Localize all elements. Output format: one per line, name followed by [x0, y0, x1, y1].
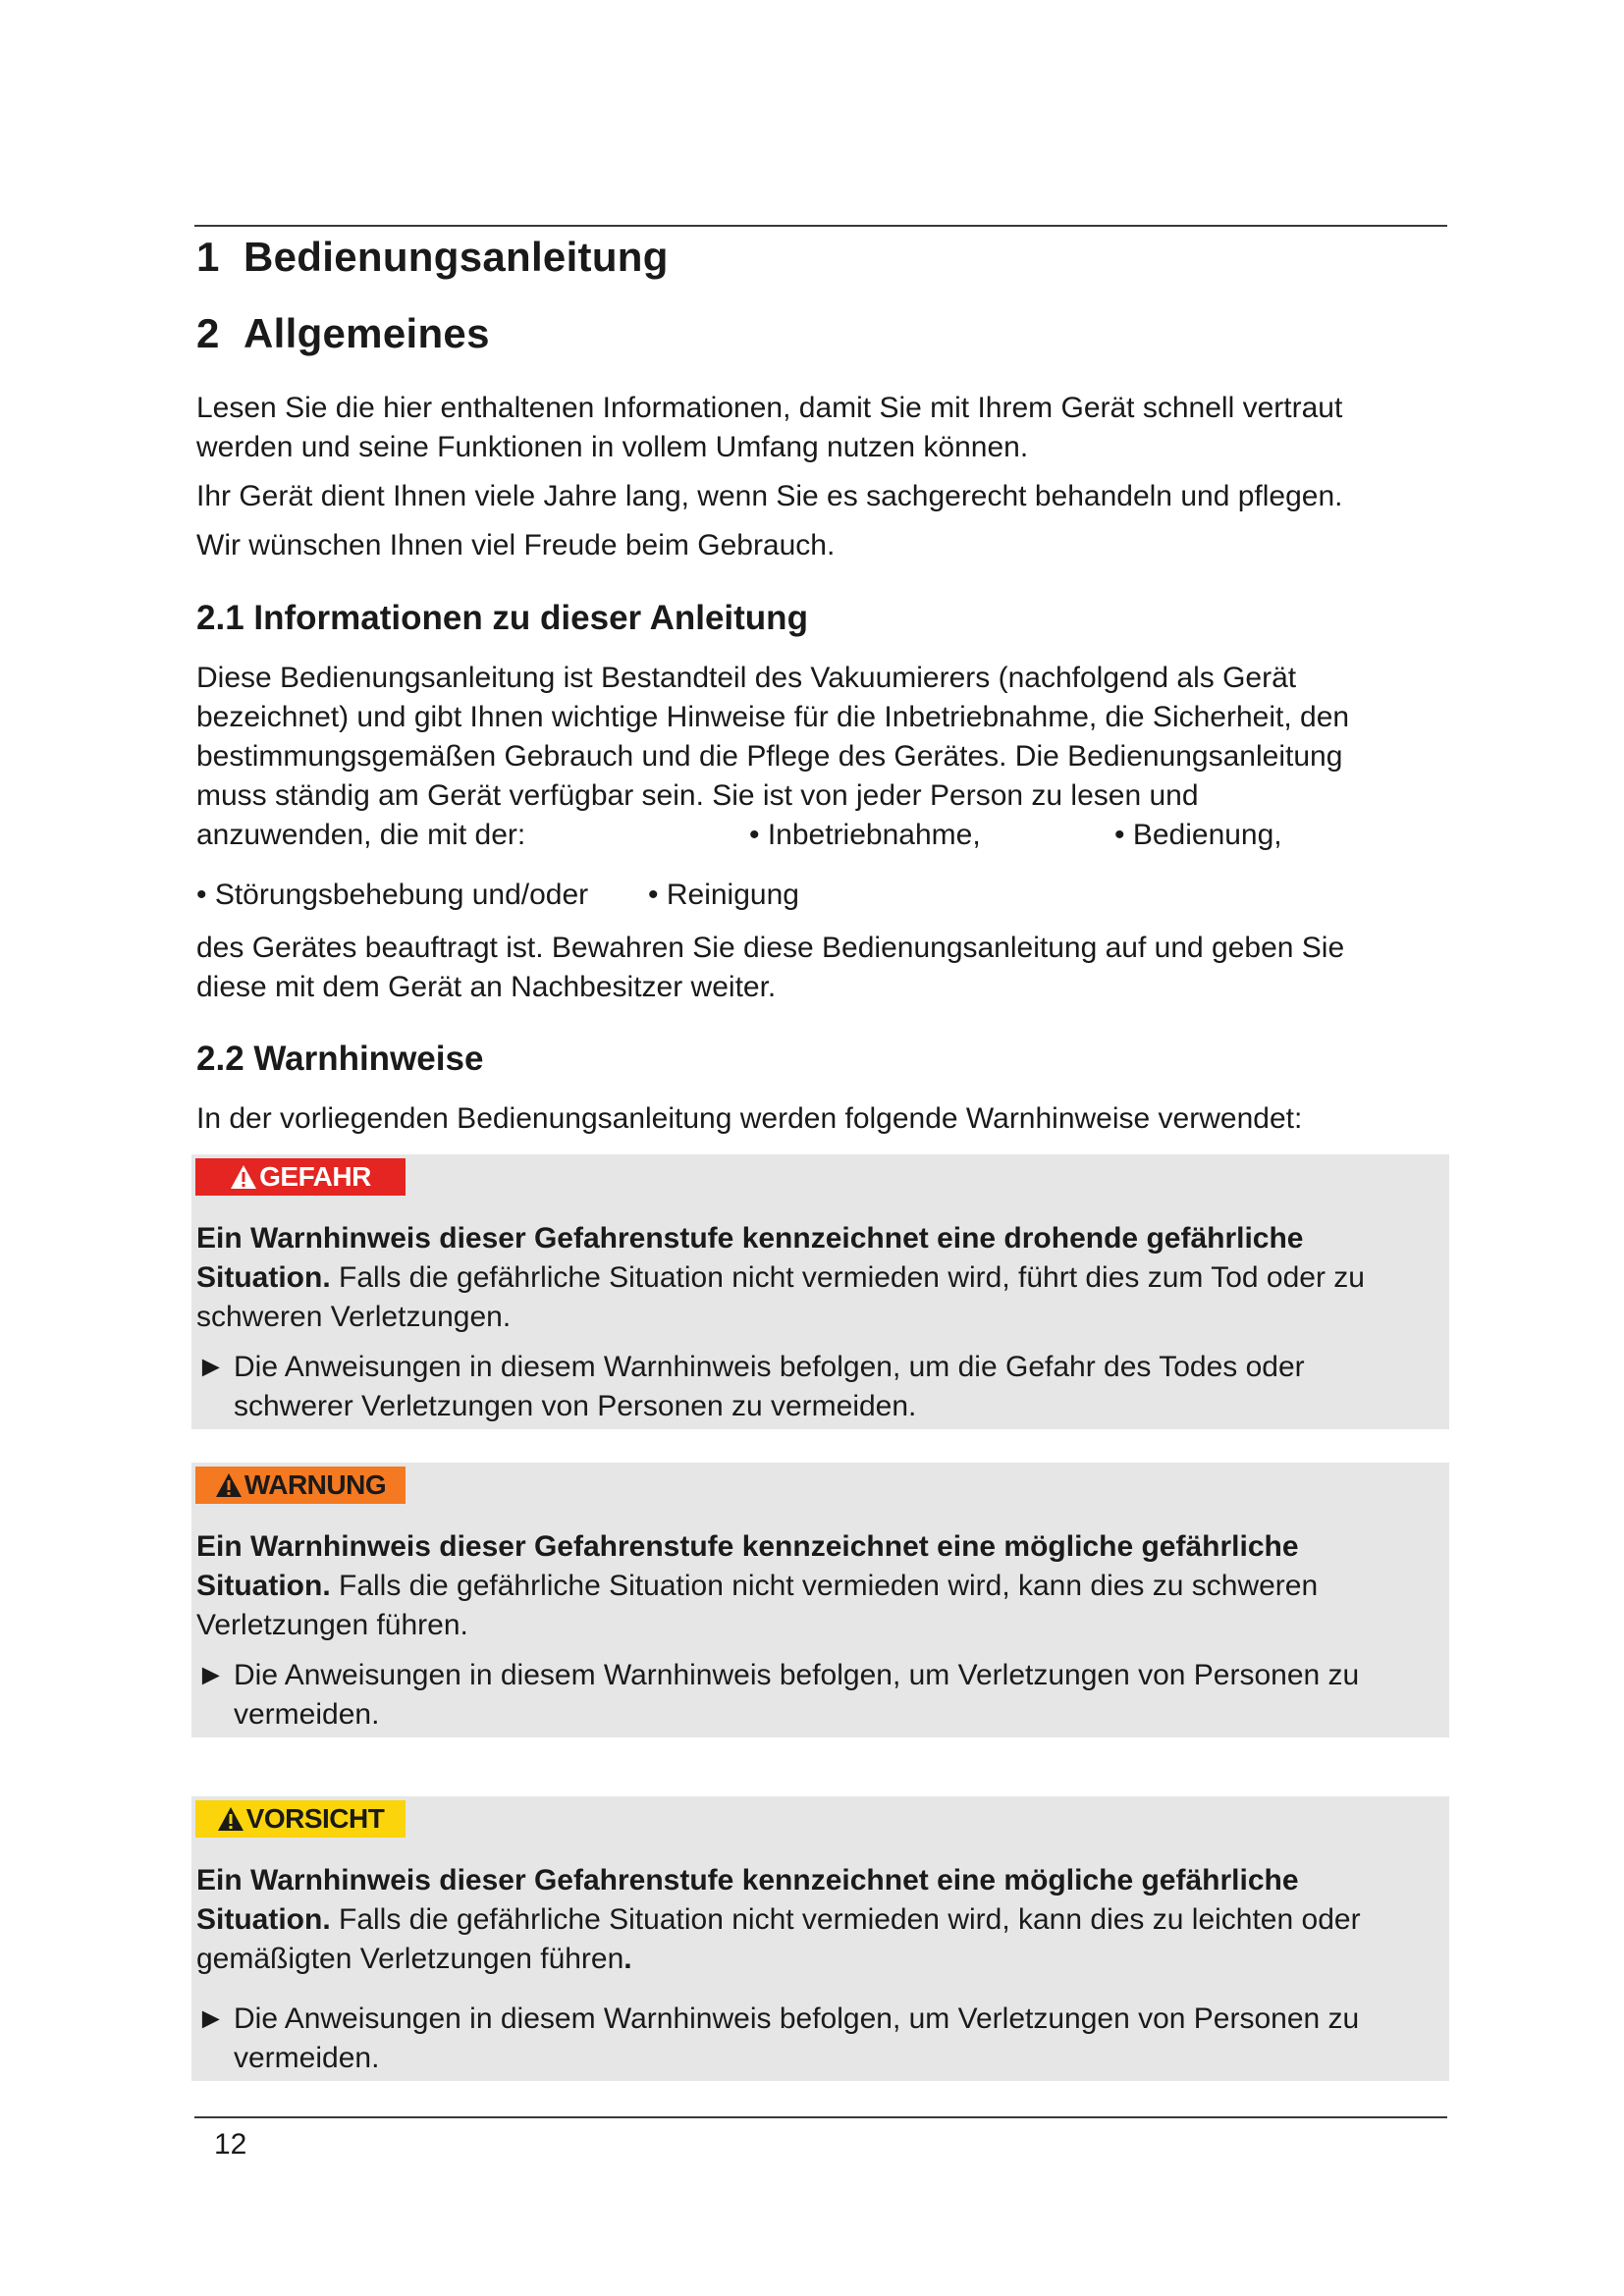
warning-action	[196, 1348, 1439, 1426]
info-line: bestimmungsgemäßen Gebrauch und die Pflege des Gerätes. Die Bedienungsanleitung	[196, 740, 1343, 773]
warning-bold: Situation.	[196, 1903, 331, 1936]
section-title	[196, 310, 1443, 357]
intro-line: Wir wünschen Ihnen viel Freude beim Gebrauch.	[196, 529, 836, 561]
warning-text-line: gemäßigten Verletzungen führen	[196, 1943, 624, 1975]
bottom-rule	[194, 2116, 1447, 2118]
info-paragraph	[196, 659, 1443, 855]
chapter-number: 1	[196, 234, 220, 280]
closing-line: des Gerätes beauftragt ist. Bewahren Sie diese Bedienungsanleitung auf und geben Sie	[196, 932, 1345, 964]
info-line: muss ständig am Gerät verfügbar sein. Sie ist von jeder Person zu lesen und	[196, 779, 1199, 812]
bullet-item: • Bedienung,	[1114, 819, 1282, 851]
intro-line: werden und seine Funktionen in vollem Umfang nutzen können.	[196, 431, 1029, 463]
arrow-right-icon: ►	[196, 2002, 226, 2035]
chapter-title	[196, 234, 1443, 281]
warning-text	[196, 1527, 1439, 1645]
badge-gefahr	[195, 1158, 406, 1196]
subsection-title-2-2: 2.2 Warnhinweise	[196, 1040, 484, 1078]
closing-line: diese mit dem Gerät an Nachbesitzer weiter.	[196, 971, 777, 1003]
badge-label: GEFAHR	[259, 1161, 371, 1192]
warning-text	[196, 1219, 1439, 1337]
info-line: bezeichnet) und gibt Ihnen wichtige Hinweise für die Inbetriebnahme, die Sicherheit, den	[196, 701, 1350, 733]
warning-box-vorsicht	[191, 1796, 1449, 2081]
warning-bold: Situation.	[196, 1261, 331, 1294]
warning-bold: Ein Warnhinweis dieser Gefahrenstufe kennzeichnet eine drohende gefährliche	[196, 1222, 1304, 1255]
section-title-text: Allgemeines	[244, 310, 490, 356]
bullet-row	[196, 876, 1443, 915]
warning-text-rest: Falls die gefährliche Situation nicht vermieden wird, kann dies zu leichten oder	[330, 1903, 1361, 1936]
intro-block	[196, 389, 1443, 565]
action-line: vermeiden.	[234, 2042, 380, 2074]
warning-text-line: Verletzungen führen.	[196, 1609, 468, 1641]
badge-warnung	[195, 1467, 406, 1504]
bullet-item: • Reinigung	[648, 879, 799, 911]
info-last-line	[196, 816, 1443, 855]
action-line: Die Anweisungen in diesem Warnhinweis befolgen, um die Gefahr des Todes oder	[234, 1351, 1305, 1383]
warning-triangle-icon	[215, 1472, 243, 1498]
intro-line: Ihr Gerät dient Ihnen viele Jahre lang, wenn Sie es sachgerecht behandeln und pflegen.	[196, 480, 1343, 512]
chapter-title-text: Bedienungsanleitung	[244, 234, 669, 280]
arrow-right-icon: ►	[196, 1351, 226, 1383]
warning-bold: Ein Warnhinweis dieser Gefahrenstufe kennzeichnet eine mögliche gefährliche	[196, 1530, 1299, 1563]
warning-action	[196, 1656, 1439, 1735]
warning-text-line: schweren Verletzungen.	[196, 1301, 512, 1333]
warning-text-rest: Falls die gefährliche Situation nicht vermieden wird, kann dies zu schweren	[330, 1570, 1319, 1602]
badge-vorsicht	[195, 1800, 406, 1838]
warning-box-warnung	[191, 1463, 1449, 1737]
action-line: Die Anweisungen in diesem Warnhinweis befolgen, um Verletzungen von Personen zu	[234, 2002, 1360, 2035]
subsection-title-2-1: 2.1 Informationen zu dieser Anleitung	[196, 599, 808, 637]
badge-label: WARNUNG	[244, 1469, 387, 1500]
warnings-intro: In der vorliegenden Bedienungsanleitung werden folgende Warnhinweise verwendet:	[196, 1102, 1303, 1135]
intro-line: Lesen Sie die hier enthaltenen Informationen, damit Sie mit Ihrem Gerät schnell vertraut	[196, 392, 1343, 424]
warning-bold: Situation.	[196, 1570, 331, 1602]
warning-text	[196, 1861, 1439, 1979]
action-line: Die Anweisungen in diesem Warnhinweis befolgen, um Verletzungen von Personen zu	[234, 1659, 1360, 1691]
info-closing	[196, 929, 1443, 1007]
page-number: 12	[214, 2128, 247, 2161]
bullet-item: • Inbetriebnahme,	[749, 819, 981, 851]
section-number: 2	[196, 310, 220, 356]
action-line: vermeiden.	[234, 1698, 380, 1731]
warning-bold: Ein Warnhinweis dieser Gefahrenstufe kennzeichnet eine mögliche gefährliche	[196, 1864, 1299, 1896]
warning-text-rest: Falls die gefährliche Situation nicht vermieden wird, führt dies zum Tod oder zu	[330, 1261, 1365, 1294]
bullet-item: • Störungsbehebung und/oder	[196, 879, 589, 911]
top-rule	[194, 225, 1447, 227]
info-line: Diese Bedienungsanleitung ist Bestandteil des Vakuumierers (nachfolgend als Gerät	[196, 662, 1297, 694]
warning-box-gefahr	[191, 1154, 1449, 1429]
badge-label: VORSICHT	[245, 1803, 385, 1834]
action-line: schwerer Verletzungen von Personen zu vermeiden.	[234, 1390, 917, 1422]
warning-action	[196, 2000, 1439, 2078]
warning-triangle-icon	[217, 1806, 244, 1832]
arrow-right-icon: ►	[196, 1659, 226, 1691]
info-line-prefix: anzuwenden, die mit der:	[196, 819, 526, 851]
warning-bold-period: .	[623, 1943, 632, 1975]
warning-triangle-icon	[230, 1164, 257, 1190]
